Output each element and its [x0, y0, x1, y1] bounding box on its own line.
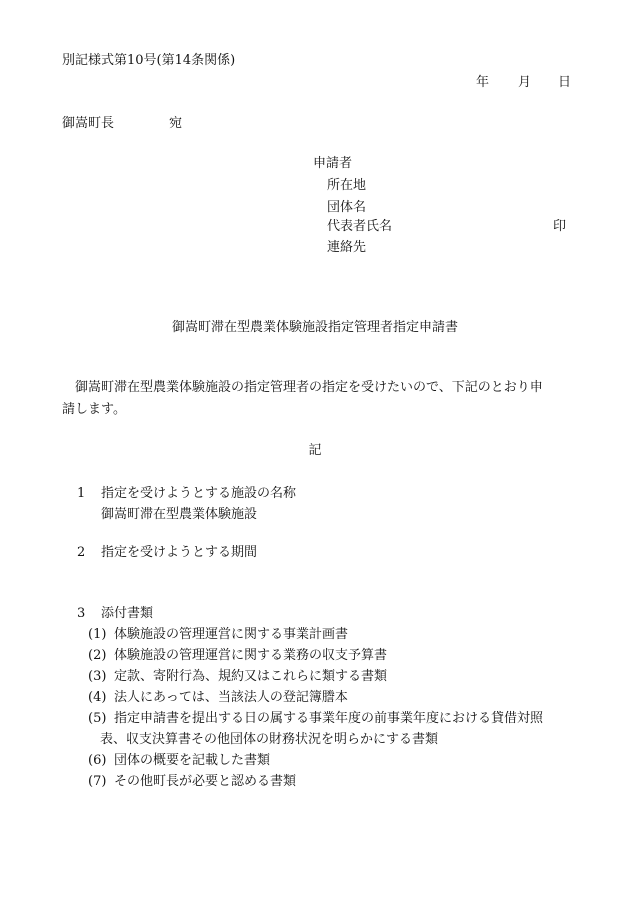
body-text-line-1: 御嵩町滞在型農業体験施設の指定管理者の指定を受けたいので、下記のとおり申	[75, 380, 543, 395]
item-number: 3	[77, 606, 86, 621]
sub-item-4	[88, 690, 348, 706]
applicant-field-address: 所在地	[327, 178, 367, 193]
sub-item-number: (5)	[88, 711, 107, 726]
seal-mark: 印	[553, 219, 567, 234]
sub-item-number: (2)	[88, 648, 107, 663]
body-text-line-2: 請します。	[62, 402, 126, 417]
addressee-suffix: 宛	[169, 116, 183, 131]
item-number: 1	[77, 486, 86, 501]
item-number: 2	[77, 545, 86, 560]
item-label: 添付書類	[101, 606, 154, 621]
applicant-field-contact: 連絡先	[327, 240, 367, 255]
sub-item-2	[88, 648, 387, 664]
date-month: 月	[518, 75, 532, 90]
date-day: 日	[558, 75, 572, 90]
sub-item-number: (3)	[88, 669, 107, 684]
sub-item-text: 団体の概要を記載した書類	[114, 753, 271, 768]
sub-item-number: (1)	[88, 627, 107, 642]
applicant-field-organization: 団体名	[327, 200, 367, 215]
list-item-1	[77, 486, 296, 502]
document-title: 御嵩町滞在型農業体験施設指定管理者指定申請書	[171, 320, 458, 335]
ki-heading: 記	[308, 443, 322, 458]
sub-item-number: (6)	[88, 753, 107, 768]
sub-item-text: その他町長が必要と認める書類	[114, 774, 297, 789]
form-number: 別記様式第10号(第14条関係)	[62, 53, 236, 68]
addressee-name: 御嵩町長	[62, 116, 115, 131]
sub-item-text: 法人にあっては、当該法人の登記簿謄本	[114, 690, 348, 705]
applicant-heading: 申請者	[313, 156, 353, 171]
sub-item-1	[88, 627, 348, 643]
applicant-field-representative: 代表者氏名	[327, 219, 393, 234]
sub-item-3	[88, 669, 387, 685]
sub-item-5	[88, 711, 543, 727]
sub-item-text: 体験施設の管理運営に関する業務の収支予算書	[114, 648, 388, 663]
list-item-2	[77, 545, 257, 561]
sub-item-6	[88, 753, 270, 769]
sub-item-text: 定款、寄附行為、規約又はこれらに類する書類	[114, 669, 388, 684]
sub-item-text: 指定申請書を提出する日の属する事業年度の前事業年度における貸借対照	[114, 711, 544, 726]
list-item-3	[77, 606, 153, 622]
sub-item-7	[88, 774, 296, 790]
item-label: 指定を受けようとする施設の名称	[101, 486, 297, 501]
sub-item-number: (4)	[88, 690, 107, 705]
item-label: 指定を受けようとする期間	[101, 545, 258, 560]
sub-item-number: (7)	[88, 774, 107, 789]
sub-item-5-continuation: 表、収支決算書その他団体の財務状況を明らかにする書類	[100, 732, 439, 747]
sub-item-text: 体験施設の管理運営に関する事業計画書	[114, 627, 349, 642]
item-1-value: 御嵩町滞在型農業体験施設	[101, 507, 258, 522]
date-year: 年	[476, 75, 490, 90]
